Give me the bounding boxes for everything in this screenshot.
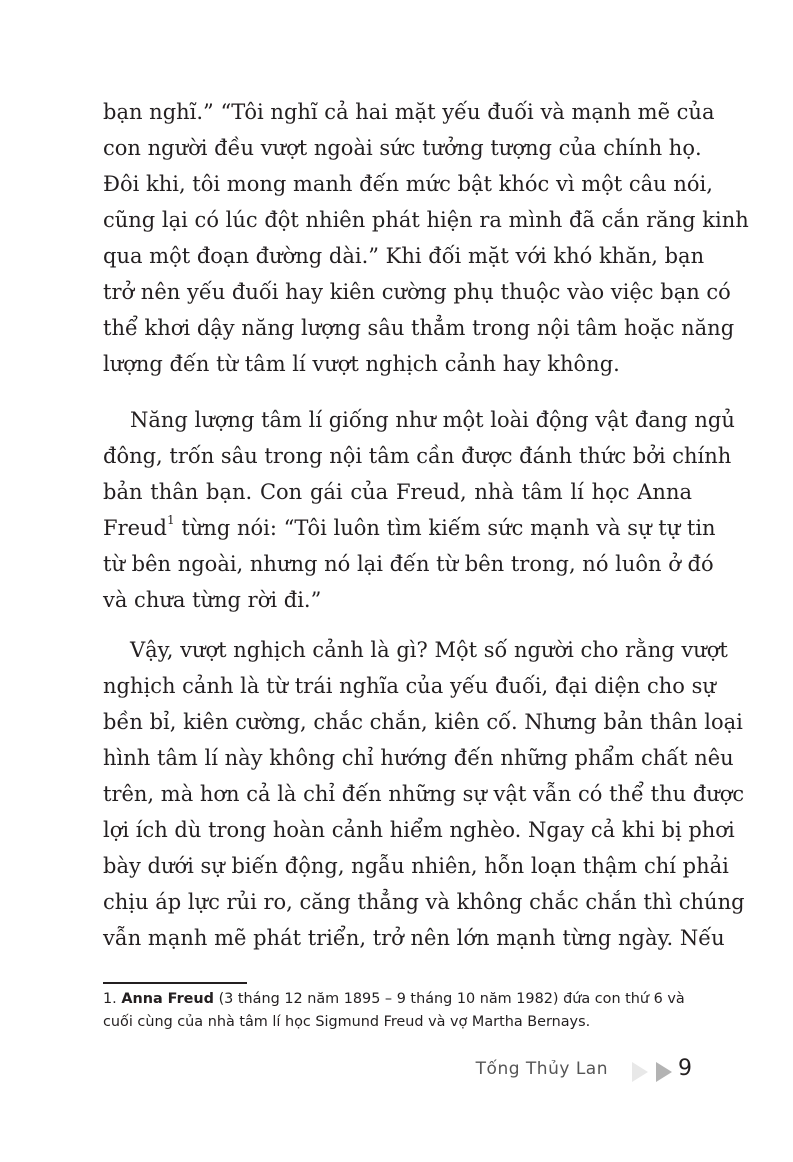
text-line: Đôi khi, tôi mong manh đến mức bật khóc vì một câu nói, [103, 172, 713, 196]
text-line: lượng đến từ tâm lí vượt nghịch cảnh hay không. [103, 352, 620, 376]
text-line: bền bỉ, kiên cường, chắc chắn, kiên cố. Nhưng bản thân loại [103, 710, 743, 734]
text-line: trên, mà hơn cả là chỉ đến những sự vật vẫn có thể thu được [103, 782, 745, 806]
text-line: lợi ích dù trong hoàn cảnh hiểm nghèo. Ngay cả khi bị phơi [103, 818, 735, 842]
footnote-line-1 [103, 988, 703, 1011]
footnote [103, 988, 703, 1034]
text-line: đông, trốn sâu trong nội tâm cần được đánh thức bởi chính [103, 444, 732, 468]
text-line: thể khơi dậy năng lượng sâu thẳm trong nội tâm hoặc năng [103, 316, 735, 340]
text-line: Vậy, vượt nghịch cảnh là gì? Một số người cho rằng vượt [130, 638, 728, 662]
text-line: Năng lượng tâm lí giống như một loài động vật đang ngủ [130, 408, 735, 432]
text-line: qua một đoạn đường dài.” Khi đối mặt với khó khăn, bạn [103, 244, 705, 268]
page-number: 9 [678, 1056, 692, 1081]
text-line: bày dưới sự biến động, ngẫu nhiên, hỗn loạn thậm chí phải [103, 854, 729, 878]
text-line: từ bên ngoài, nhưng nó lại đến từ bên trong, nó luôn ở đó [103, 552, 714, 576]
footnote-marker[interactable]: 1 [167, 513, 175, 527]
text-line: con người đều vượt ngoài sức tưởng tượng của chính họ. [103, 136, 702, 160]
text-line: hình tâm lí này không chỉ hướng đến những phẩm chất nêu [103, 746, 734, 770]
author-name: Tống Thủy Lan [475, 1059, 608, 1079]
page-footer [0, 1056, 700, 1086]
text-line: cũng lại có lúc đột nhiên phát hiện ra mình đã cắn răng kinh [103, 208, 749, 232]
footnote-text: (3 tháng 12 năm 1895 – 9 tháng 10 năm 1982) đứa con thứ 6 và [218, 991, 685, 1007]
paragraph-3 [103, 632, 745, 956]
text-line: chịu áp lực rủi ro, căng thẳng và không chắc chắn thì chúng [103, 890, 745, 914]
footnote-name: Anna Freud [121, 991, 214, 1007]
footnote-number: 1. [103, 991, 117, 1007]
text-line: nghịch cảnh là từ trái nghĩa của yếu đuối, đại diện cho sự [103, 674, 716, 698]
dark-triangle-icon [656, 1062, 672, 1082]
paragraph-1 [103, 94, 749, 382]
freud-word: Freud [103, 516, 168, 540]
text-line: vẫn mạnh mẽ phát triển, trở nên lớn mạnh từng ngày. Nếu [103, 926, 725, 950]
text-line: và chưa từng rời đi.” [103, 588, 322, 612]
footnote-divider [103, 982, 247, 984]
text-line-with-footnote [103, 510, 716, 546]
text-line: bạn nghĩ.” “Tôi nghĩ cả hai mặt yếu đuối và mạnh mẽ của [103, 100, 715, 124]
text-fragment: từng nói: “Tôi luôn tìm kiếm sức mạnh và sự tự tin [181, 516, 716, 540]
light-triangle-icon [632, 1062, 648, 1082]
text-line: trở nên yếu đuối hay kiên cường phụ thuộc vào việc bạn có [103, 280, 731, 304]
text-line: bản thân bạn. Con gái của Freud, nhà tâm lí học Anna [103, 480, 692, 504]
paragraph-2 [103, 402, 735, 618]
footnote-line-2: cuối cùng của nhà tâm lí học Sigmund Freud và vợ Martha Bernays. [103, 1014, 591, 1030]
